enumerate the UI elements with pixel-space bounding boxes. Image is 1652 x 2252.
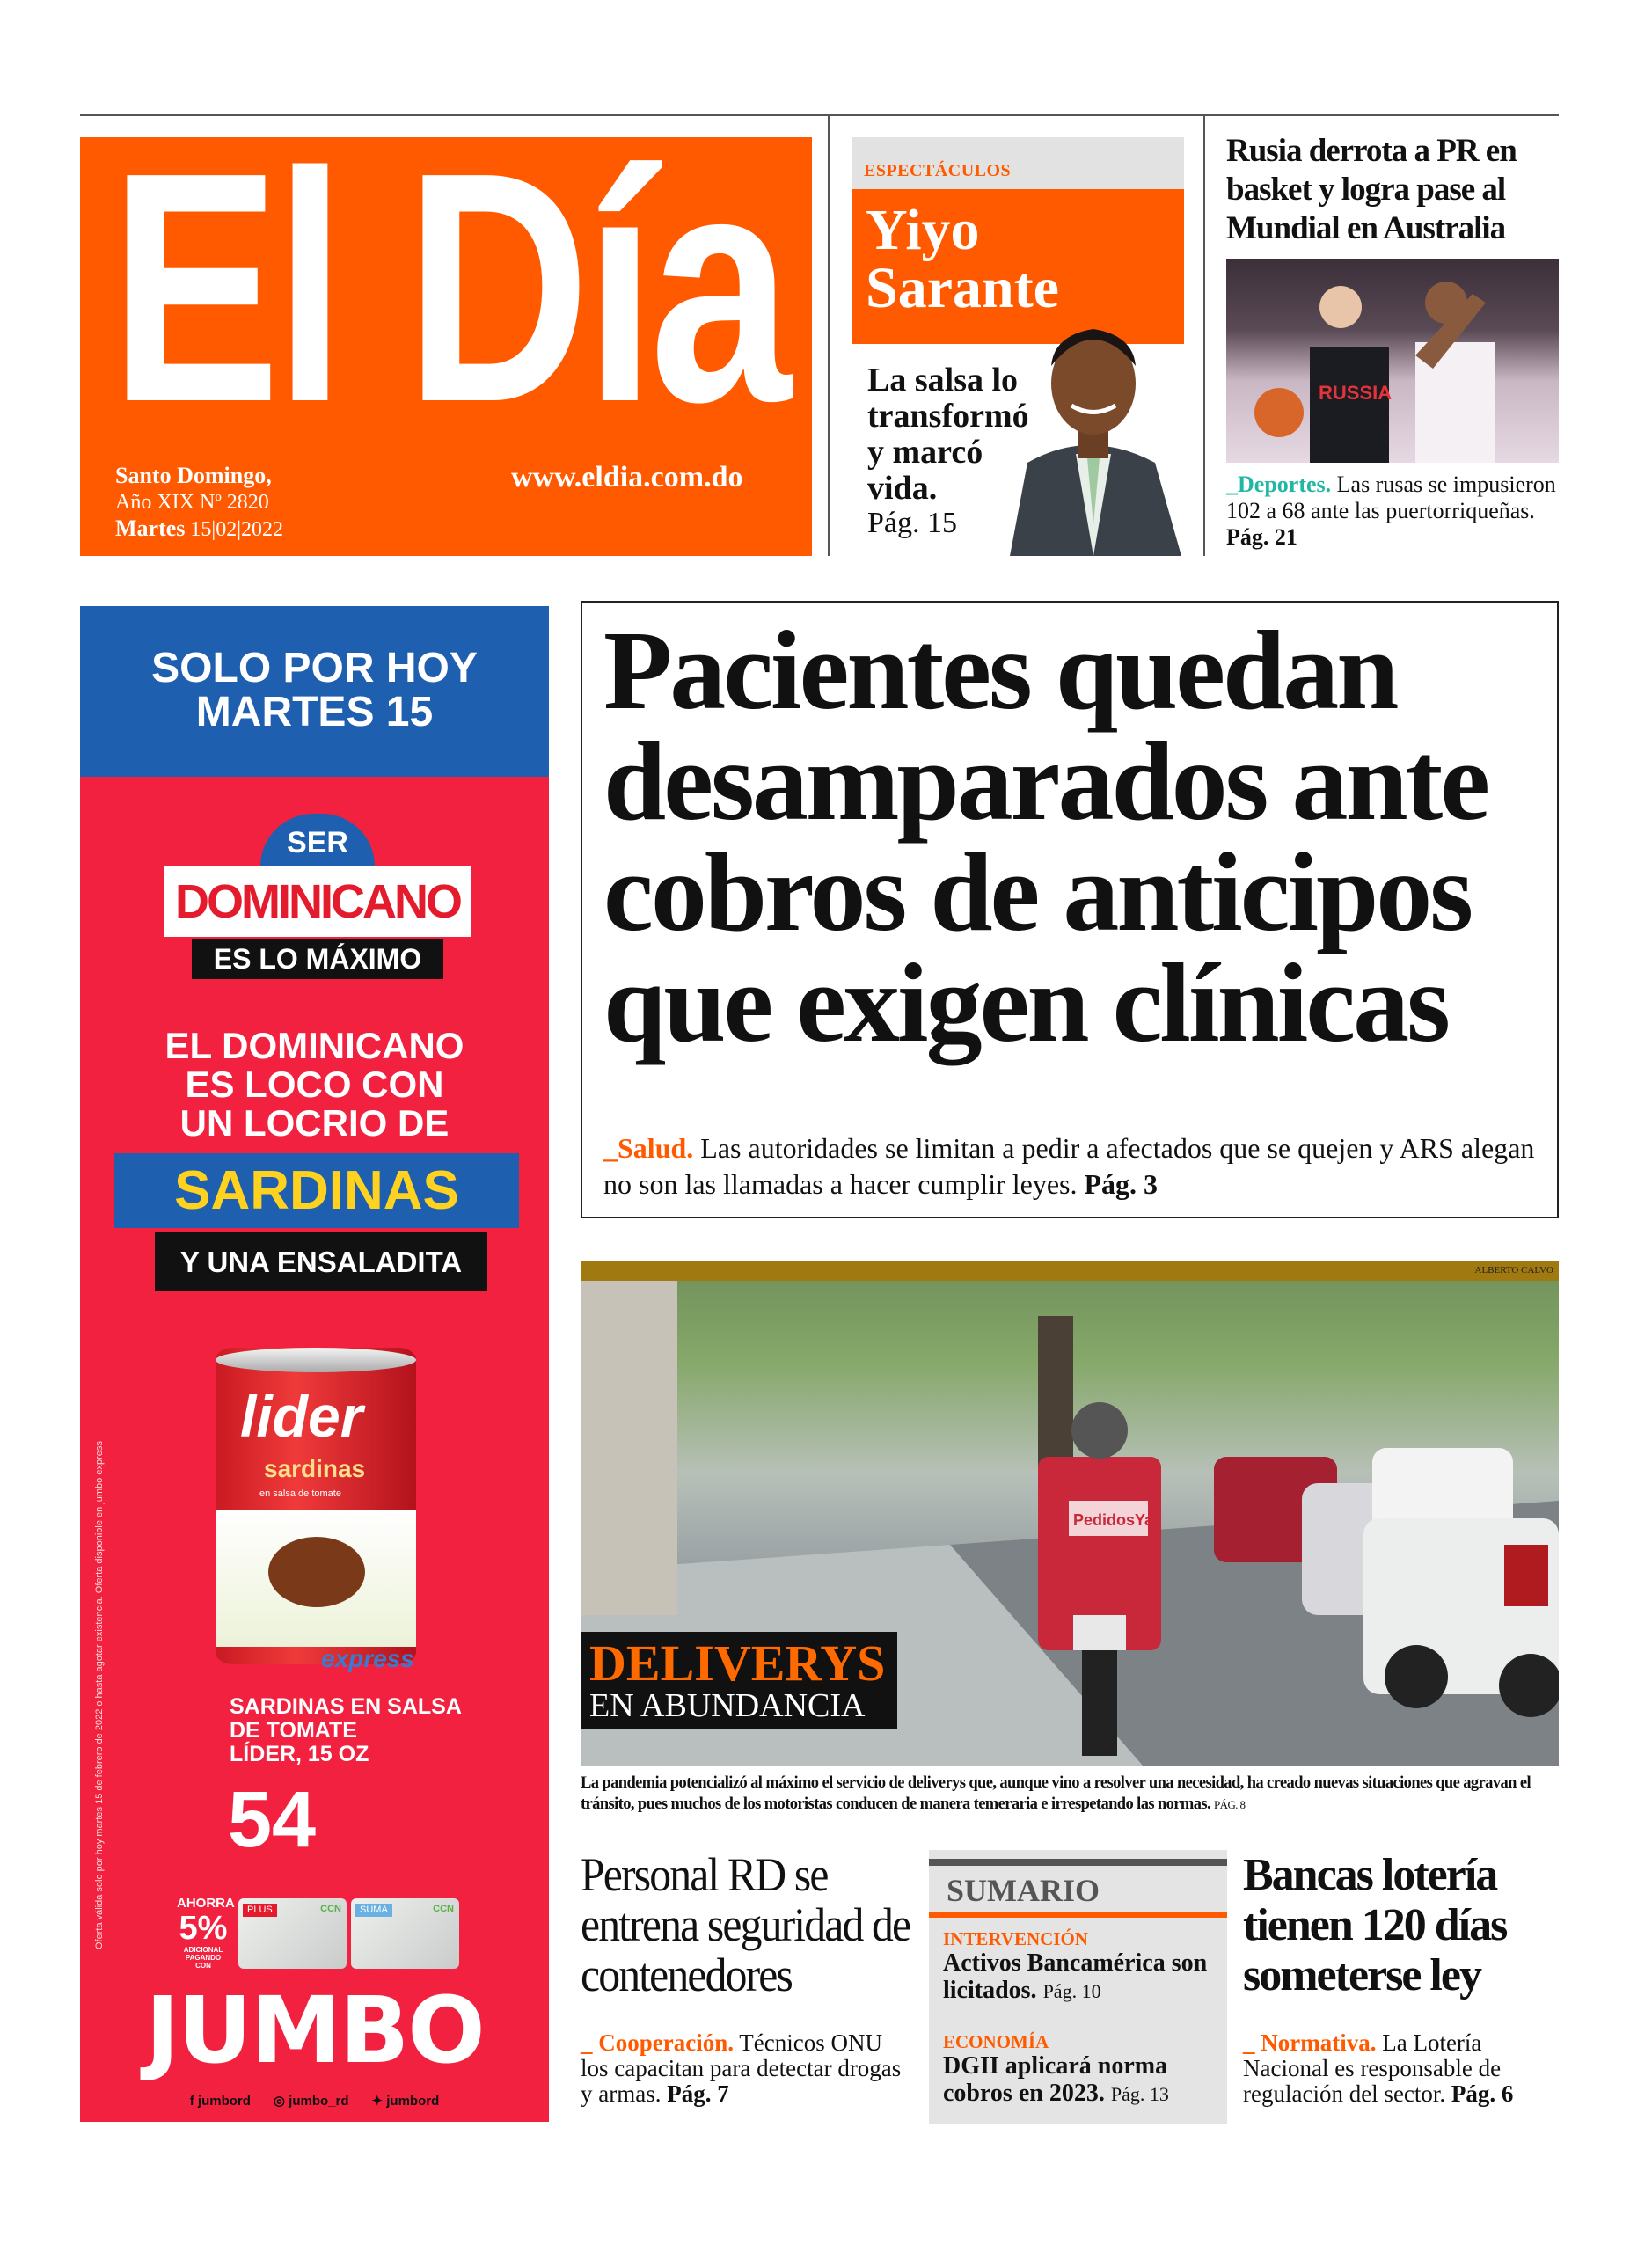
deliverys-photo [581, 1261, 1559, 1766]
photo-band [581, 1261, 1559, 1281]
handle: jumbord [197, 2094, 251, 2109]
kicker: _Deportes. [1226, 472, 1332, 497]
express-logo: express [321, 1645, 414, 1672]
date: 15|02|2022 [190, 518, 284, 541]
kicker: _Salud. [603, 1132, 694, 1164]
item-text: DGII aplicará norma cobros en 2023. [943, 2052, 1168, 2107]
page-ref: Pág. 3 [1084, 1168, 1159, 1200]
lead-story[interactable] [581, 601, 1559, 1218]
ad-line: SOLO POR HOY [151, 645, 478, 691]
handle: jumbo_rd [289, 2094, 349, 2109]
es-lo-maximo-text: ES LO MÁXIMO [192, 939, 443, 979]
can-sub: en salsa de tomate [259, 1488, 341, 1499]
page-ref: Pág. 10 [1042, 1980, 1101, 2002]
ensaladita-band: Y UNA ENSALADITA [155, 1232, 487, 1291]
top-rule [80, 114, 1559, 116]
sumario-top-rule [929, 1859, 1227, 1866]
story-summary [1243, 2030, 1568, 2107]
jersey-text: RUSSIA [1319, 382, 1393, 404]
column-divider [828, 114, 830, 556]
sumario-item[interactable] [929, 2021, 1227, 2108]
newspaper-logo: El Día [110, 137, 786, 470]
ad-line: LÍDER, 15 OZ [230, 1742, 369, 1766]
jumbo-advertisement[interactable] [80, 606, 549, 2122]
weekday: Martes [115, 515, 186, 541]
ahorra-text: AHORRA [177, 1896, 235, 1911]
edition-info [115, 463, 283, 543]
photo-label [581, 1632, 897, 1729]
ad-copy [80, 1027, 549, 1143]
caption-text: Las rusas se impusieron 102 a 68 ante las puertorriqueñas. [1226, 472, 1556, 523]
legal-text: Oferta válida solo por hoy martes 15 de febrero de 2022 o hasta agotar existencia. Oferta disponible en jumbo express [94, 1441, 105, 1949]
espectaculos-teaser[interactable] [852, 137, 1184, 556]
ser-dominicano-logo [164, 826, 471, 984]
masthead [80, 137, 812, 556]
story-headline: Bancas lotería tienen 120 días someterse ley [1243, 1850, 1507, 2000]
sumario-box [929, 1850, 1227, 2124]
suma-card-image [351, 1898, 459, 1969]
summary-text: La Lotería Nacional es responsable de regulación del sector. [1243, 2029, 1502, 2107]
players-illustration [1226, 259, 1559, 463]
city: Santo Domingo, [115, 463, 272, 488]
card-brand: CCN [433, 1904, 454, 1914]
dominicano-text: DOMINICANO [164, 866, 471, 937]
page-ref: Pág. 15 [867, 507, 957, 539]
box-text: PedidosYa [1073, 1511, 1154, 1529]
instagram-link[interactable] [274, 2093, 349, 2110]
ad-line: UN LOCRIO DE [179, 1102, 450, 1144]
story-headline: Personal RD se entrena seguridad de contenedores [581, 1848, 910, 2001]
column-divider [1203, 114, 1205, 556]
plus-card-image [238, 1898, 347, 1969]
sports-teaser[interactable] [1226, 132, 1561, 551]
summary-text: Las autoridades se limitan a pedir a afectados que se quejen y ARS alegan no son las llamadas a hacer cumplir leyes. [603, 1132, 1535, 1200]
story-cooperacion[interactable] [581, 1850, 915, 2107]
twitter-link[interactable] [372, 2093, 440, 2110]
ad-banner [80, 606, 549, 777]
story-summary [581, 2030, 915, 2107]
handle: jumbord [386, 2094, 440, 2109]
ad-line: EL DOMINICANO [164, 1025, 464, 1066]
social-links [80, 2093, 549, 2110]
lead-headline: Pacientes quedan desamparados ante cobros de anticipos que exigen clínicas [603, 608, 1488, 1065]
facebook-link[interactable] [190, 2093, 251, 2110]
item-kicker: ECONOMÍA [943, 2031, 1049, 2052]
section-label: ESPECTÁCULOS [852, 137, 1184, 189]
teaser-text: La salsa lo transformó y marcó vida. [867, 362, 1029, 507]
page-ref: Pág. 13 [1110, 2083, 1169, 2105]
label-title: DELIVERYS [589, 1634, 886, 1692]
title-line: Sarante [866, 256, 1059, 320]
card-label: SUMA [355, 1904, 392, 1917]
summary-text: Técnicos ONU los capacitan para detectar drogas y armas. [581, 2029, 902, 2107]
can-brand: lider [240, 1384, 363, 1449]
sports-caption [1226, 472, 1561, 551]
label-subtitle: EN ABUNDANCIA [589, 1687, 866, 1724]
story-normativa[interactable] [1243, 1850, 1568, 2107]
discount-badge [177, 1896, 235, 1970]
edition-number: Año XIX Nº 2820 [115, 491, 269, 514]
photo-caption [581, 1773, 1559, 1816]
sardinas-band: SARDINAS [114, 1153, 519, 1228]
adicional-text: ADICIONAL PAGANDO CON [183, 1946, 223, 1970]
card-label: PLUS [243, 1904, 277, 1917]
price: 54 [228, 1776, 317, 1864]
title-line: Yiyo [866, 198, 980, 262]
sports-headline[interactable]: Rusia derrota a PR en basket y logra pase al Mundial en Australia [1226, 133, 1517, 246]
ad-line: MARTES 15 [195, 689, 434, 735]
kicker: _ Normativa. [1243, 2029, 1377, 2056]
ad-line: SARDINAS EN SALSA [230, 1694, 462, 1719]
teaser-body [867, 362, 1043, 540]
page-ref: Pág. 6 [1451, 2080, 1514, 2107]
facebook-icon: f [189, 2094, 198, 2109]
page-ref: Pág. 7 [667, 2080, 729, 2107]
jumbo-logo: JUMBO [145, 1977, 484, 2084]
item-text: Activos Bancamérica son licitados. [943, 1949, 1208, 2004]
sumario-item[interactable] [929, 1918, 1227, 2005]
twitter-icon: ✦ [371, 2094, 387, 2109]
ad-line: DE TOMATE [230, 1718, 357, 1743]
basketball-photo [1226, 259, 1559, 463]
page-ref: PÁG. 8 [1214, 1798, 1246, 1811]
lead-summary [603, 1130, 1539, 1203]
sardine-can-image [216, 1348, 416, 1678]
product-name [230, 1695, 462, 1766]
percent-text: 5% [179, 1910, 228, 1947]
item-kicker: INTERVENCIÓN [943, 1928, 1088, 1949]
can-product: sardinas [264, 1455, 366, 1482]
sumario-title: SUMARIO [947, 1873, 1100, 1908]
photo-credit: ALBERTO CALVO [1474, 1265, 1553, 1276]
instagram-icon: ◎ [273, 2094, 289, 2109]
card-brand: CCN [320, 1904, 341, 1914]
caption-text: La pandemia potencializó al máximo el servicio de deliverys que, aunque vino a resolver una necesidad, ha creado nuevas situaciones que agravan el tránsito, pues muchos de los motoristas conducen de manera temeraria e irrespetando las normas. [581, 1774, 1531, 1813]
page-ref: Pág. 21 [1226, 524, 1297, 550]
kicker: _ Cooperación. [581, 2029, 734, 2056]
website-link[interactable]: www.eldia.com.do [511, 461, 743, 494]
ad-line: ES LOCO CON [185, 1064, 444, 1105]
ser-text: SER [260, 814, 375, 866]
